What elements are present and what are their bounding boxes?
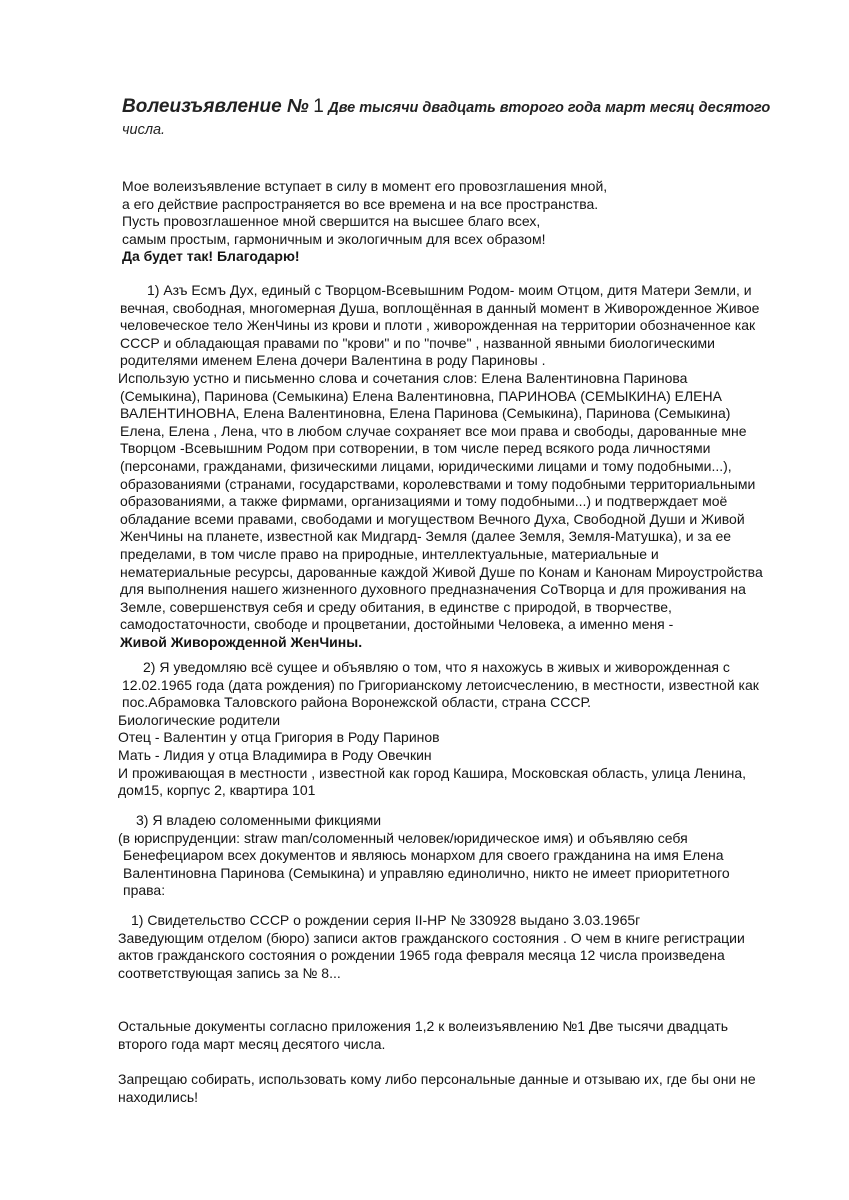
section-3-line: (в юриспруденции: straw man/соломенный человек/юридическое имя) и объявляю себя (118, 829, 688, 846)
section-4-line: соответствующая запись за № 8... (118, 964, 341, 981)
intro-line: Мое волеизъявление вступает в силу в момент его провозглашения мной, (122, 178, 608, 194)
intro-closing: Да будет так! Благодарю! (122, 248, 300, 265)
title-date-tail: числа. (122, 122, 166, 138)
section-1-line: для выполнения нашего жизненного духовного предназначения СоТворца и для проживания на (120, 581, 746, 598)
section-2-line: 2) Я уведомляю всё сущее и объявляю о том, что я нахожусь в живых и живорожденная с (143, 659, 730, 675)
section-1-line: Использую устно и письменно слова и сочетания слов: Елена Валентиновна Паринова (118, 369, 688, 386)
section-2 (118, 659, 759, 800)
section-1-line: образованиями (странами, государствами, королевствами и тому подобными территориальными (120, 475, 756, 492)
section-1-line: пределами, в том числе право на природные, интеллектуальные, материальные и (120, 545, 659, 562)
section-5-line: второго года март месяц десятого числа. (118, 1035, 386, 1052)
intro-line: а его действие распространяется во все времена и на все пространства. (122, 195, 599, 212)
section-1-line: образованиями, а также фирмами, организациями и тому подобными...) и подтверждает моё (120, 493, 728, 510)
section-2-line: пос.Абрамовка Таловского района Воронежской области, страна СССР. (122, 694, 592, 711)
section-1-line: обладание всеми правами, свободами и могуществом Вечного Духа, Свободной Души и Живой (120, 510, 745, 527)
section-1-line: человеческое тело ЖенЧины из крови и плоти , живорожденная на территории обозначенное как (120, 317, 756, 334)
intro-paragraph (122, 178, 607, 266)
section-3-line: 3) Я владею соломенными фикциями (136, 812, 382, 828)
section-2-line: дом15, корпус 2, квартира 101 (118, 782, 316, 799)
section-3-line: Бенефециаром всех документов и являюсь монархом для своего гражданина на имя Елена (123, 847, 724, 864)
section-6-line: находились! (118, 1088, 199, 1105)
section-6-line: Запрещаю собирать, использовать кому либо персональные данные и отзываю их, где бы они не (118, 1071, 756, 1087)
section-5-line: Остальные документы согласно приложения 1,2 к волеизъявлению №1 Две тысячи двадцать (118, 1018, 729, 1034)
section-1-closing: Живой Живорожденной ЖенЧины. (120, 633, 363, 650)
section-2-line: И проживающая в местности , известной как город Кашира, Московская область, улица Ленина, (118, 764, 747, 781)
section-4-line: 1) Свидетельство СССР о рождении серия II-НР № 330928 выдано 3.03.1965г (131, 912, 641, 928)
section-1 (120, 282, 763, 651)
section-5-attachments (118, 1018, 728, 1053)
section-1-line: Творцом -Всевышним Родом при сотворении, в том числе перед всякого рода личностями (120, 440, 711, 457)
section-6-prohibition (118, 1071, 756, 1106)
intro-line: самым простым, гармоничным и экологичным для всех образом! (122, 230, 546, 247)
section-1-line: родителями именем Елена дочери Валентина в роду Париновы . (120, 352, 546, 369)
section-1-line: Елена, Елена , Лена, что в любом случае сохраняет все мои права и свободы, дарованные мне (120, 422, 747, 439)
section-1-line: Земле, совершенствуя себя и среду обитания, в единстве с природой, в творчестве, (120, 598, 672, 615)
section-2-line: Биологические родители (118, 711, 281, 728)
section-2-line: 12.02.1965 года (дата рождения) по Григорианскому летоисчеслению, в местности, известной как (122, 676, 759, 693)
section-1-line: ЖенЧины на планете, известной как Мидгард- Земля (далее Земля, Земля-Матушка), и за ее (120, 528, 732, 545)
title-main: Волеизъявление № (122, 96, 309, 117)
section-1-line: вечная, свободная, многомерная Душа, воплощённая в данный момент в Живорожденное Живое (120, 299, 760, 316)
section-1-line: (персонами, гражданами, физическими лицами, юридическими лицами и тому подобными...), (120, 457, 732, 474)
intro-line: Пусть провозглашенное мной свершится на высшее благо всех, (122, 213, 541, 230)
section-1-line: ВАЛЕНТИНОВНА, Елена Валентиновна, Елена Паринова (Семыкина), Паринова (Семыкина) (120, 405, 731, 422)
section-3 (118, 812, 730, 900)
section-4-certificate (118, 912, 745, 982)
section-4-line: актов гражданского состояния о рождении 1965 года февраля месяца 12 числа произведена (118, 947, 725, 964)
section-1-line: (Семыкина), Паринова (Семыкина) Елена Валентиновна, ПАРИНОВА (СЕМЫКИНА) ЕЛЕНА (120, 387, 722, 404)
document-title (122, 96, 802, 141)
section-1-line: СССР и обладающая правами по "крови" и по "почве" , названной явными биологическими (120, 334, 715, 351)
title-number: 1 (313, 96, 324, 117)
section-1-line: нематериальные ресурсы, дарованные каждой Живой Душе по Конам и Канонам Мироустройства (120, 563, 763, 580)
section-1-line: 1) Азъ Есмъ Дух, единый с Творцом-Всевышним Родом- моим Отцом, дитя Матери Земли, и (147, 282, 752, 298)
section-3-line: Валентиновна Паринова (Семыкина) и управляю единолично, никто не имеет приоритетного (123, 864, 730, 881)
section-2-line: Мать - Лидия у отца Владимира в Роду Овечкин (118, 746, 432, 763)
section-3-line: права: (123, 882, 166, 899)
section-4-line: Заведующим отделом (бюро) записи актов гражданского состояния . О чем в книге регистрации (118, 929, 745, 946)
section-1-line: самодостаточности, свободе и процветании, достойными Человека, а именно меня - (120, 616, 674, 633)
title-date: Две тысячи двадцать второго года март месяц десятого (328, 100, 771, 116)
section-2-line: Отец - Валентин у отца Григория в Роду Паринов (118, 729, 440, 746)
